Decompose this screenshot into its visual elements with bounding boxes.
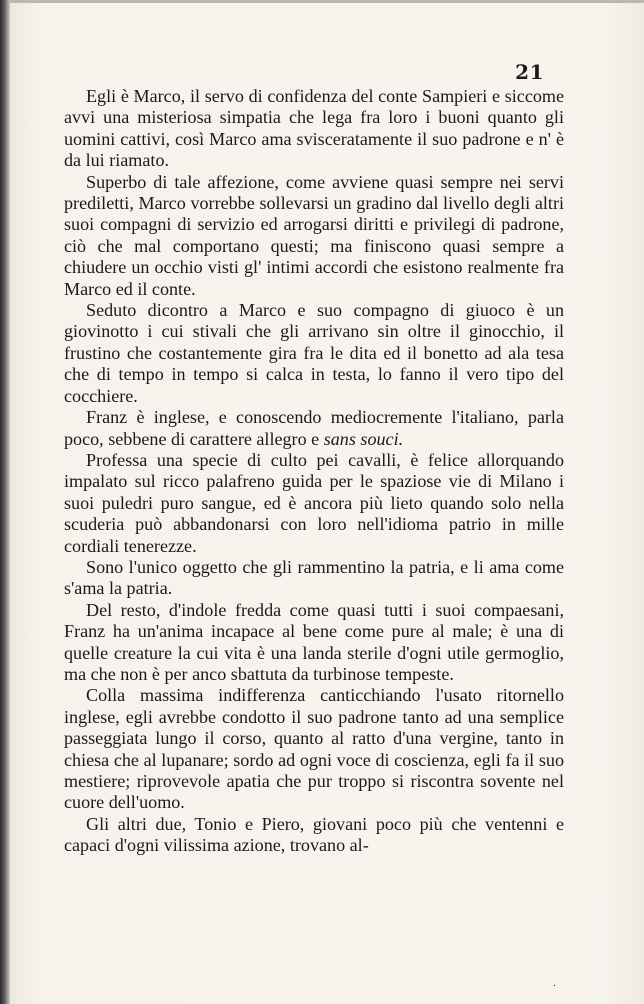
page-binding-edge	[0, 0, 10, 1004]
page-number: 21	[515, 60, 544, 84]
paragraph-5: Professa una specie di culto pei cavalli, è felice allorquando impalato sul ricco palafreno guida per le spaziose vie di Milano i suoi puledri puro sangue, ed è ancora più lieto quando solo nella scuderia può abbandonarsi con loro nell'idioma patrio in mille cordiali tenerezze.	[64, 449, 564, 556]
page-top-edge	[10, 0, 644, 3]
page-catchword: .	[552, 978, 556, 989]
italic-phrase-sans-souci: sans souci.	[323, 428, 404, 449]
paragraph-7: Del resto, d'indole fredda come quasi tutti i suoi compaesani, Franz ha un'anima incapace al bene come pure al male; è una di quelle creature la cui vita è una landa sterile d'ogni utile germoglio, ma che non è per anco sbattuta da turbinose tempeste.	[64, 599, 564, 684]
paragraph-9: Gli altri due, Tonio e Piero, giovani poco più che ventenni e capaci d'ogni vilissima azione, trovano al-	[64, 813, 564, 856]
paragraph-4-text: Franz è inglese, e conoscendo mediocremente l'italiano, parla poco, sebbene di carattere allegro e	[64, 407, 564, 449]
paragraph-2: Superbo di tale affezione, come avviene quasi sempre nei servi prediletti, Marco vorrebbe sollevarsi un gradino dal livello degli altri suoi compagni di servizio ed arrogarsi diritti e privilegi di padrone, ciò che mal comportano questi; ma finiscono quasi sempre a chiudere un occhio visti gl' intimi accordi che esistono realmente fra Marco ed il conte.	[64, 171, 564, 299]
paragraph-3: Seduto dicontro a Marco e suo compagno di giuoco è un giovinotto i cui stivali che gli arrivano sin oltre il ginocchio, il frustino che costantemente gira fra le dita ed il bonetto ad ala tesa che di tempo in tempo si calca in testa, lo fanno il vero tipo del cocchiere.	[64, 300, 564, 406]
body-text	[64, 86, 564, 857]
paragraph-4	[64, 407, 564, 450]
paragraph-8: Colla massima indifferenza canticchiando l'usato ritornello inglese, egli avrebbe condotto il suo padrone tanto ad una semplice passeggiata lungo il corso, quanto al ratto d'una vergine, tanto in chiesa che al lupanare; sordo ad ogni voce di coscienza, egli fa il suo mestiere; riprovevole apatia che pur troppo si riscontra sovente nel cuore dell'uomo.	[64, 685, 564, 813]
paragraph-6: Sono l'unico oggetto che gli rammentino la patria, e li ama come s'ama la patria.	[64, 556, 564, 599]
paragraph-1: Egli è Marco, il servo di confidenza del conte Sampieri e siccome avvi una misteriosa simpatia che lega fra loro i buoni quanto gli uomini cattivi, così Marco ama svisceratamente il suo padrone e n' è da lui riamato.	[64, 86, 564, 171]
